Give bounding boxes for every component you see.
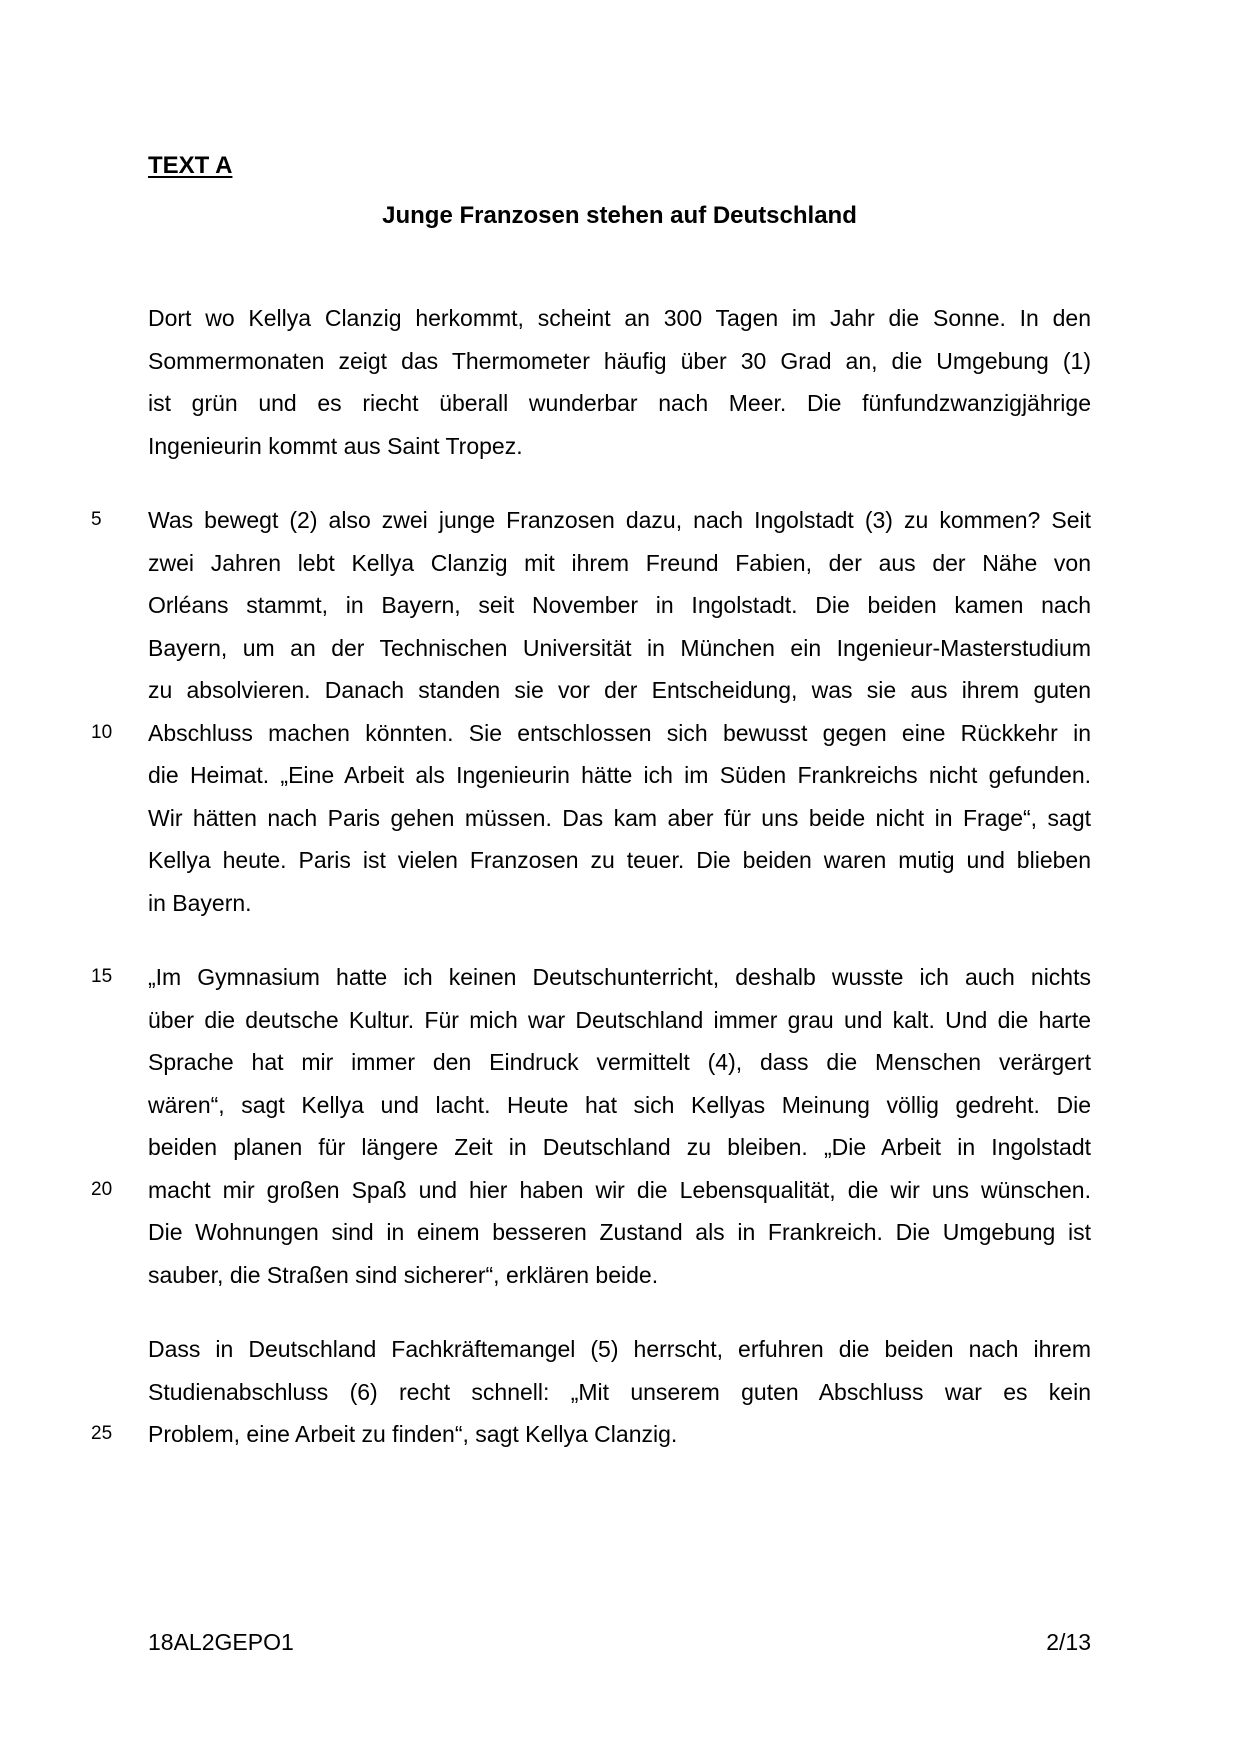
text-line xyxy=(148,382,1091,425)
text-line xyxy=(148,627,1091,670)
line-text: Abschluss machen könnten. Sie entschlossen sich bewusst gegen eine Rückkehr in xyxy=(148,719,1091,746)
line-text: Dort wo Kellya Clanzig herkommt, scheint an 300 Tagen im Jahr die Sonne. In den xyxy=(148,305,1091,331)
paragraph xyxy=(91,1328,1091,1456)
document-code: 18AL2GEPO1 xyxy=(148,1629,294,1655)
text-line xyxy=(148,340,1091,383)
line-text: wären“, sagt Kellya und lacht. Heute hat sich Kellyas Meinung völlig gedreht. Die xyxy=(148,1091,1091,1118)
line-text: Was bewegt (2) also zwei junge Franzosen dazu, nach Ingolstadt (3) zu kommen? Seit xyxy=(148,507,1091,533)
text-line xyxy=(148,1328,1091,1371)
text-line xyxy=(148,882,1091,925)
line-text: Wir hätten nach Paris gehen müssen. Das kam aber für uns beide nicht in Frage“, sagt xyxy=(148,804,1091,831)
paragraph xyxy=(91,956,1091,1296)
text-line xyxy=(148,999,1091,1042)
text-column xyxy=(91,0,1091,1456)
text-line xyxy=(91,499,1091,542)
text-line xyxy=(148,1041,1091,1084)
paragraph xyxy=(148,297,1091,467)
line-text: die Heimat. „Eine Arbeit als Ingenieurin hätte ich im Süden Frankreichs nicht gefunden. xyxy=(148,762,1091,788)
text-body xyxy=(91,297,1091,1456)
line-number: 10 xyxy=(91,721,113,743)
line-text: „Im Gymnasium hatte ich keinen Deutschunterricht, deshalb wusste ich auch nichts xyxy=(148,964,1091,990)
line-text: Die Wohnungen sind in einem besseren Zustand als in Frankreich. Die Umgebung ist xyxy=(148,1219,1091,1245)
text-line xyxy=(91,1169,1091,1212)
line-text: Problem, eine Arbeit zu finden“, sagt Kellya Clanzig. xyxy=(148,1421,678,1447)
text-line xyxy=(148,797,1091,840)
text-line xyxy=(148,669,1091,712)
line-text: in Bayern. xyxy=(148,889,252,916)
line-text: Bayern, um an der Technischen Universität in München ein Ingenieur-Masterstudium xyxy=(148,634,1091,661)
section-label: TEXT A xyxy=(148,152,233,179)
text-line xyxy=(148,1126,1091,1169)
text-line xyxy=(148,1254,1091,1297)
text-line xyxy=(148,839,1091,882)
text-line xyxy=(148,1211,1091,1254)
text-line xyxy=(91,712,1091,755)
text-line xyxy=(148,1084,1091,1127)
line-text: macht mir großen Spaß und hier haben wir die Lebensqualität, die wir uns wünschen. xyxy=(148,1176,1091,1203)
text-line xyxy=(148,1371,1091,1414)
text-line xyxy=(148,542,1091,585)
line-text: beiden planen für längere Zeit in Deutschland zu bleiben. „Die Arbeit in Ingolstadt xyxy=(148,1134,1091,1160)
line-text: ist grün und es riecht überall wunderbar nach Meer. Die fünfundzwanzigjährige xyxy=(148,390,1091,416)
line-number: 15 xyxy=(91,966,113,987)
line-text: Sprache hat mir immer den Eindruck vermittelt (4), dass die Menschen verärgert xyxy=(148,1049,1091,1075)
page-number: 2/13 xyxy=(1046,1629,1091,1655)
line-number: 20 xyxy=(91,1178,113,1200)
page-title: Junge Franzosen stehen auf Deutschland xyxy=(382,202,857,229)
page-footer xyxy=(148,1627,1091,1657)
paragraph xyxy=(91,499,1091,924)
line-text: Kellya heute. Paris ist vielen Franzosen zu teuer. Die beiden waren mutig und blieben xyxy=(148,847,1091,873)
line-number: 25 xyxy=(91,1423,113,1444)
line-text: Studienabschluss (6) recht schnell: „Mit unserem guten Abschluss war es kein xyxy=(148,1378,1091,1405)
text-line xyxy=(91,1413,1091,1456)
line-number: 5 xyxy=(91,509,102,530)
line-text: Ingenieurin kommt aus Saint Tropez. xyxy=(148,432,523,459)
line-text: Dass in Deutschland Fachkräftemangel (5) herrscht, erfuhren die beiden nach ihrem xyxy=(148,1336,1091,1362)
text-line xyxy=(148,754,1091,797)
text-line xyxy=(91,956,1091,999)
line-text: über die deutsche Kultur. Für mich war Deutschland immer grau und kalt. Und die harte xyxy=(148,1006,1091,1033)
line-text: zwei Jahren lebt Kellya Clanzig mit ihrem Freund Fabien, der aus der Nähe von xyxy=(148,549,1091,576)
line-text: Orléans stammt, in Bayern, seit November in Ingolstadt. Die beiden kamen nach xyxy=(148,592,1091,618)
text-line xyxy=(148,297,1091,340)
text-line xyxy=(148,425,1091,468)
line-text: zu absolvieren. Danach standen sie vor der Entscheidung, was sie aus ihrem guten xyxy=(148,677,1091,703)
line-text: sauber, die Straßen sind sicherer“, erklären beide. xyxy=(148,1261,659,1288)
text-line xyxy=(148,584,1091,627)
line-text: Sommermonaten zeigt das Thermometer häufig über 30 Grad an, die Umgebung (1) xyxy=(148,347,1091,374)
